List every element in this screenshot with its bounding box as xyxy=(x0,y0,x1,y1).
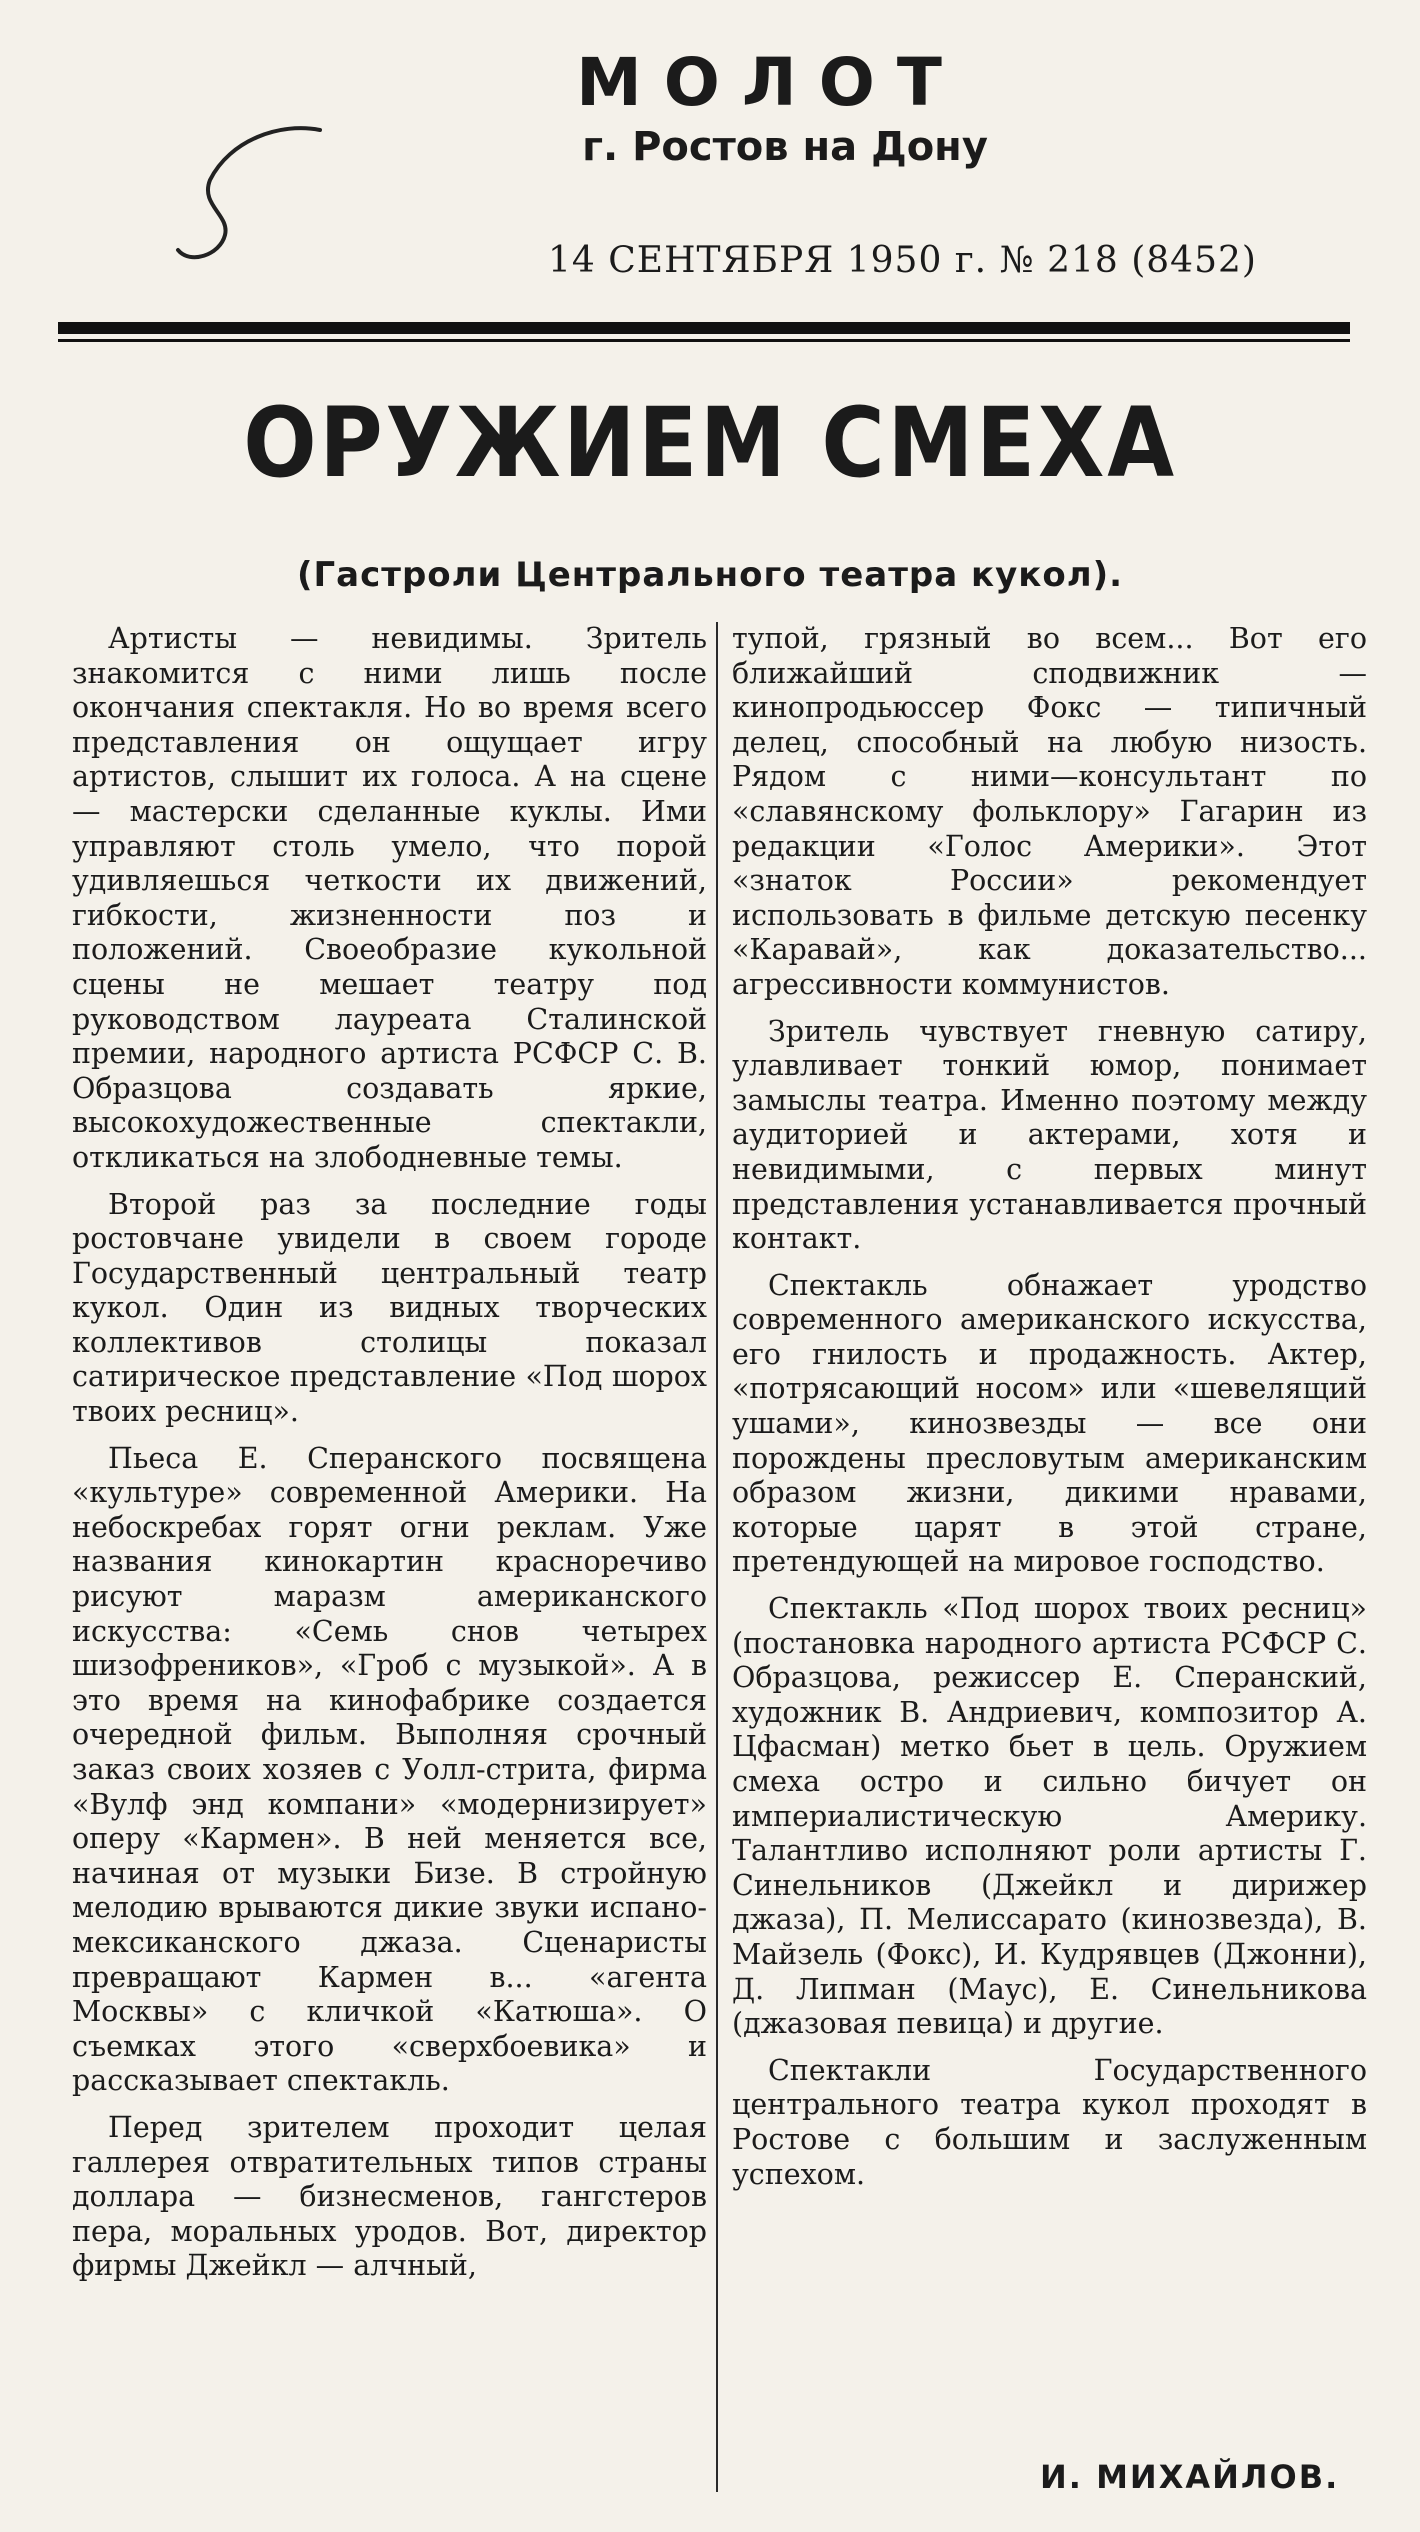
paragraph: Второй раз за последние годы ростовчане увидели в своем городе Государственный центральный театр кукол. Один из видных творческих коллективов столицы показал сатирическое представление «Под шорох твоих ресниц». xyxy=(72,1187,707,1429)
column-divider xyxy=(716,622,718,2492)
paragraph: тупой, грязный во всем... Вот его ближайший сподвижник — кинопродьюссер Фокс — типичный делец, способный на любую низость. Рядом с ними—консультант по «славянскому фольклору» Гагарин из редакции «Голос Америки». Этот «знаток России» рекомендует использовать в фильме детскую песенку «Каравай», как доказательство... агрессивности коммунистов. xyxy=(732,622,1367,1001)
paragraph: Спектакль обнажает уродство современного американского искусства, его гнилость и продажность. Актер, «потрясающий носом» или «шевелящий ушами», кинозвезды — все они порождены пресловутым американским образом жизни, дикими нравами, которые царят в этой стране, претендующей на мировое господство. xyxy=(732,1268,1367,1579)
issue-date-number: 14 СЕНТЯБРЯ 1950 г. № 218 (8452) xyxy=(548,240,1257,281)
paragraph: Спектакли Государственного центрального театра кукол проходят в Ростове с большим и заслуженным успехом. xyxy=(732,2053,1367,2191)
newspaper-name: МОЛОТ xyxy=(576,44,964,121)
article-headline: ОРУЖИЕМ СМЕХА xyxy=(243,387,1177,499)
paragraph: Спектакль «Под шорох твоих ресниц» (постановка народного артиста РСФСР С. Образцова, режиссер Е. Сперанский, художник В. Андриевич, композитор А. Цфасман) метко бьет в цель. Оружием смеха остро и сильно бичует он империалистическую Америку. Талантливо исполняют роли артисты Г. Синельников (Джейкл и дирижер джаза), П. Мелиссарато (кинозвезда), В. Майзель (Фокс), И. Кудрявцев (Джонни), Д. Липман (Маус), Е. Синельникова (джазовая певица) и другие. xyxy=(732,1592,1367,2041)
article-column-left xyxy=(72,622,707,2296)
paragraph: Пьеса Е. Сперанского посвящена «культуре» современной Америки. На небоскребах горят огни реклам. Уже названия кинокартин красноречиво рисуют маразм американского искусства: «Семь снов четырех шизофреников», «Гроб с музыкой». А в это время на кинофабрике создается очередной фильм. Выполняя срочный заказ своих хозяев с Уолл-стрита, фирма «Вулф энд компани» «модернизирует» оперу «Кармен». В ней меняется все, начиная от музыки Бизе. В стройную мелодию врываются дикие звуки испано-мексиканского джаза. Сценаристы превращают Кармен в... «агента Москвы» с кличкой «Катюша». О съемках этого «сверхбоевика» и рассказывает спектакль. xyxy=(72,1441,707,2098)
header-rule-thin xyxy=(58,339,1350,342)
article-subhead: (Гастроли Центрального театра кукол). xyxy=(296,555,1124,595)
article-column-right xyxy=(732,622,1367,2204)
paragraph: Перед зрителем проходит целая галлерея отвратительных типов страны доллара — бизнесменов, гангстеров пера, моральных уродов. Вот, директор фирмы Джейкл — алчный, xyxy=(72,2110,707,2283)
header-rule-thick xyxy=(58,322,1350,334)
paragraph: Артисты — невидимы. Зритель знакомится с ними лишь после окончания спектакля. Но во время всего представления он ощущает игру артистов, слышит их голоса. А на сцене — мастерски сделанные куклы. Ими управляют столь умело, что порой удивляешься четкости их движений, гибкости, жизненности поз и положений. Своеобразие кукольной сцены не мешает театру под руководством лауреата Сталинской премии, народного артиста РСФСР С. В. Образцова создавать яркие, высокохудожественные спектакли, откликаться на злободневные темы. xyxy=(72,622,707,1174)
handwritten-mark-icon xyxy=(170,120,370,290)
article-author: И. МИХАЙЛОВ. xyxy=(1040,2458,1340,2496)
paragraph: Зритель чувствует гневную сатиру, улавливает тонкий юмор, понимает замыслы театра. Именно поэтому между аудиторией и актерами, хотя и невидимыми, с первых минут представления устанавливается прочный контакт. xyxy=(732,1014,1367,1256)
newspaper-city: г. Ростов на Дону xyxy=(582,124,988,170)
